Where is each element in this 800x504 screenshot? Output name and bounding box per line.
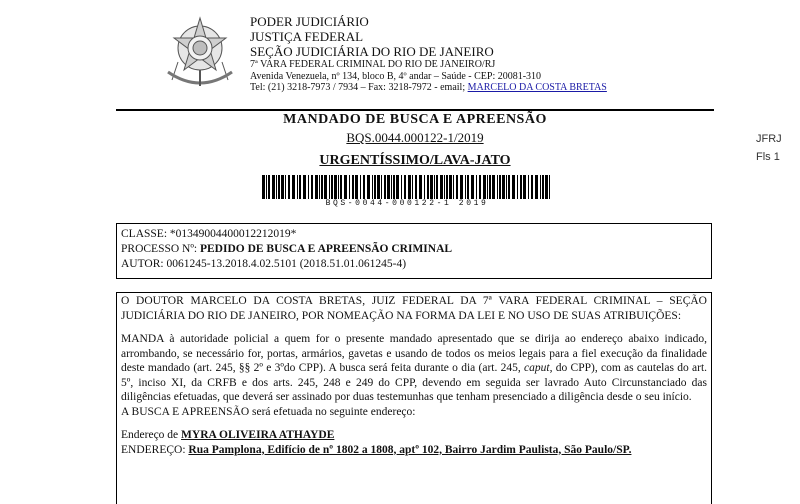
barcode-bar bbox=[374, 175, 376, 199]
endereco-value: Rua Pamplona, Edifício de nº 1802 a 1808, aptº 102, Bairro Jardim Paulista, São Paulo/SP. bbox=[188, 443, 632, 456]
barcode-bar bbox=[523, 175, 526, 199]
barcode-bar bbox=[434, 175, 435, 199]
barcode-bar bbox=[512, 175, 515, 199]
barcode-bar bbox=[542, 175, 544, 199]
barcode-bar bbox=[440, 175, 443, 199]
barcode-bar bbox=[424, 175, 425, 199]
manda-paragraph bbox=[121, 332, 707, 405]
barcode-bar bbox=[331, 175, 333, 199]
case-info-box bbox=[116, 223, 712, 279]
barcode-bar bbox=[266, 175, 267, 199]
manda-caput: caput, bbox=[524, 362, 553, 374]
barcode-bar bbox=[492, 175, 495, 199]
side-note-fls: Fls 1 bbox=[756, 151, 780, 163]
barcode-bar bbox=[387, 175, 390, 199]
urgency-label: URGENTÍSSIMO/LAVA-JATO bbox=[319, 153, 511, 168]
endereco-line bbox=[121, 443, 707, 458]
barcode-bar bbox=[372, 175, 373, 199]
barcode-bar bbox=[391, 175, 392, 199]
barcode-bar bbox=[517, 175, 518, 199]
barcode-bar bbox=[355, 175, 358, 199]
barcode-bar bbox=[540, 175, 541, 199]
barcode-bar bbox=[508, 175, 510, 199]
barcode-bar bbox=[497, 175, 498, 199]
barcode-bar bbox=[479, 175, 481, 199]
barcode-text: BQS-0044-000122-1 2019 bbox=[325, 199, 489, 208]
barcode-bar bbox=[349, 175, 350, 199]
barcode-bar bbox=[404, 175, 406, 199]
email-link[interactable]: MARCELO DA COSTA BRETAS bbox=[467, 82, 607, 93]
barcode-bar bbox=[419, 175, 422, 199]
barcode-bar bbox=[367, 175, 370, 199]
classe-line bbox=[121, 227, 707, 242]
barcode-bar bbox=[329, 175, 330, 199]
barcode-bar bbox=[393, 175, 395, 199]
title-top-rule bbox=[116, 109, 714, 111]
endereco-de-label: Endereço de bbox=[121, 429, 179, 441]
barcode bbox=[262, 175, 552, 199]
barcode-bar bbox=[363, 175, 365, 199]
barcode-bar bbox=[401, 175, 402, 199]
barcode-bar bbox=[449, 175, 452, 199]
header-contact-text: Tel: (21) 3218-7973 / 7934 – Fax: 3218-7972 - email; bbox=[250, 82, 466, 93]
barcode-bar bbox=[467, 175, 469, 199]
endereco-de-name: MYRA OLIVEIRA ATHAYDE bbox=[181, 429, 335, 441]
barcode-bar bbox=[303, 175, 306, 199]
barcode-bar bbox=[272, 175, 275, 199]
barcode-bar bbox=[483, 175, 486, 199]
barcode-bar bbox=[499, 175, 501, 199]
barcode-bar bbox=[408, 175, 411, 199]
barcode-bar bbox=[285, 175, 286, 199]
barcode-bar bbox=[460, 175, 463, 199]
barcode-bar bbox=[299, 175, 301, 199]
barcode-bar bbox=[549, 175, 550, 199]
barcode-bar bbox=[319, 175, 320, 199]
brazil-coat-of-arms-seal-icon bbox=[160, 12, 240, 92]
barcode-bar bbox=[321, 175, 323, 199]
barcode-bar bbox=[456, 175, 458, 199]
classe-label: CLASSE: bbox=[121, 228, 168, 240]
court-header bbox=[250, 14, 607, 94]
header-line-justica: JUSTIÇA FEDERAL bbox=[250, 29, 364, 44]
barcode-bar bbox=[427, 175, 429, 199]
header-address: Avenida Venezuela, nº 134, bloco B, 4º andar – Saúde - CEP: 20081-310 bbox=[250, 70, 542, 82]
barcode-bar bbox=[262, 175, 265, 199]
barcode-bar bbox=[278, 175, 280, 199]
processo-value: PEDIDO DE BUSCA E APREENSÃO CRIMINAL bbox=[199, 243, 453, 255]
barcode-bar bbox=[415, 175, 417, 199]
barcode-bar bbox=[288, 175, 290, 199]
barcode-bar bbox=[308, 175, 309, 199]
processo-line bbox=[121, 242, 707, 257]
barcode-bar bbox=[436, 175, 438, 199]
barcode-bar bbox=[381, 175, 382, 199]
header-line-poder: PODER JUDICIÁRIO bbox=[250, 14, 369, 29]
barcode-bar bbox=[276, 175, 277, 199]
barcode-bar bbox=[430, 175, 433, 199]
endereco-label: ENDEREÇO: bbox=[121, 443, 186, 456]
barcode-bar bbox=[446, 175, 448, 199]
barcode-bar bbox=[311, 175, 313, 199]
barcode-bar bbox=[489, 175, 491, 199]
barcode-bar bbox=[520, 175, 522, 199]
barcode-bar bbox=[528, 175, 529, 199]
endereco-de-line bbox=[121, 428, 707, 443]
barcode-bar bbox=[377, 175, 380, 199]
document-number: BQS.0044.000122-1/2019 bbox=[346, 130, 484, 145]
barcode-bar bbox=[535, 175, 538, 199]
warrant-body-box bbox=[116, 292, 712, 504]
barcode-bar bbox=[315, 175, 318, 199]
barcode-bar bbox=[465, 175, 466, 199]
barcode-bar bbox=[384, 175, 386, 199]
manda-text-2: do CPP), com as cautelas do art. 5º, inciso XI, da CRFB e dos arts. 245, 248 e 249 do CPP, devendo em seguida ser lavrado Auto Circunstanciado das diligências efetuadas, que deverá ser assinado por duas testemunhas que tenham presenciado a diligência desde o seu início. bbox=[121, 362, 708, 403]
barcode-bar bbox=[531, 175, 533, 199]
barcode-bar bbox=[297, 175, 298, 199]
intro-paragraph: O DOUTOR MARCELO DA COSTA BRETAS, JUIZ FEDERAL DA 7ª VARA FEDERAL CRIMINAL – SEÇÃO JUDICIÁRIA DO RIO DE JANEIRO, POR NOMEAÇÃO NA FORMA DA LEI E NO USO DE SUAS ATRIBUIÇÕES: bbox=[121, 295, 707, 322]
header-line-vara: 7ª VARA FEDERAL CRIMINAL DO RIO DE JANEIRO/RJ bbox=[250, 59, 496, 70]
barcode-bar bbox=[506, 175, 507, 199]
barcode-bar bbox=[453, 175, 454, 199]
barcode-bar bbox=[545, 175, 548, 199]
barcode-bar bbox=[292, 175, 295, 199]
barcode-bar bbox=[471, 175, 474, 199]
side-note-jfrj: JFRJ bbox=[756, 133, 782, 145]
barcode-bar bbox=[360, 175, 361, 199]
barcode-bar bbox=[412, 175, 413, 199]
header-line-secao: SEÇÃO JUDICIÁRIA DO RIO DE JANEIRO bbox=[250, 44, 494, 59]
barcode-bar bbox=[396, 175, 399, 199]
barcode-bar bbox=[340, 175, 342, 199]
processo-label: PROCESSO Nº: bbox=[121, 243, 198, 255]
header-contact bbox=[250, 82, 607, 94]
barcode-bar bbox=[352, 175, 354, 199]
autor-value: 0061245-13.2018.4.02.5101 (2018.51.01.061245-4) bbox=[166, 258, 407, 270]
barcode-bar bbox=[476, 175, 477, 199]
barcode-bar bbox=[268, 175, 270, 199]
manda-text-1: MANDA à autoridade policial a quem for o presente mandado apresentado que se dirija ao endereço abaixo indicado, arrombando, se necessário for, portas, armários, gavetas e usando de todos os meios legais para a fiel execução da finalidade deste mandado (art. 245, §§ 2º e 3ºdo CPP). A busca será feita durante o dia (art. 245, bbox=[121, 333, 707, 374]
barcode-bar bbox=[281, 175, 284, 199]
autor-line bbox=[121, 257, 707, 272]
autor-label: AUTOR: bbox=[121, 258, 164, 270]
classe-value: *01349004400012212019* bbox=[169, 228, 297, 240]
barcode-bar bbox=[324, 175, 327, 199]
barcode-bar bbox=[444, 175, 445, 199]
barcode-bar bbox=[344, 175, 347, 199]
barcode-bar bbox=[487, 175, 488, 199]
barcode-bar bbox=[334, 175, 337, 199]
document-title: MANDADO DE BUSCA E APREENSÃO bbox=[283, 112, 547, 127]
busca-line: A BUSCA E APREENSÃO será efetuada no seguinte endereço: bbox=[121, 405, 416, 418]
barcode-bar bbox=[338, 175, 339, 199]
barcode-bar bbox=[502, 175, 505, 199]
